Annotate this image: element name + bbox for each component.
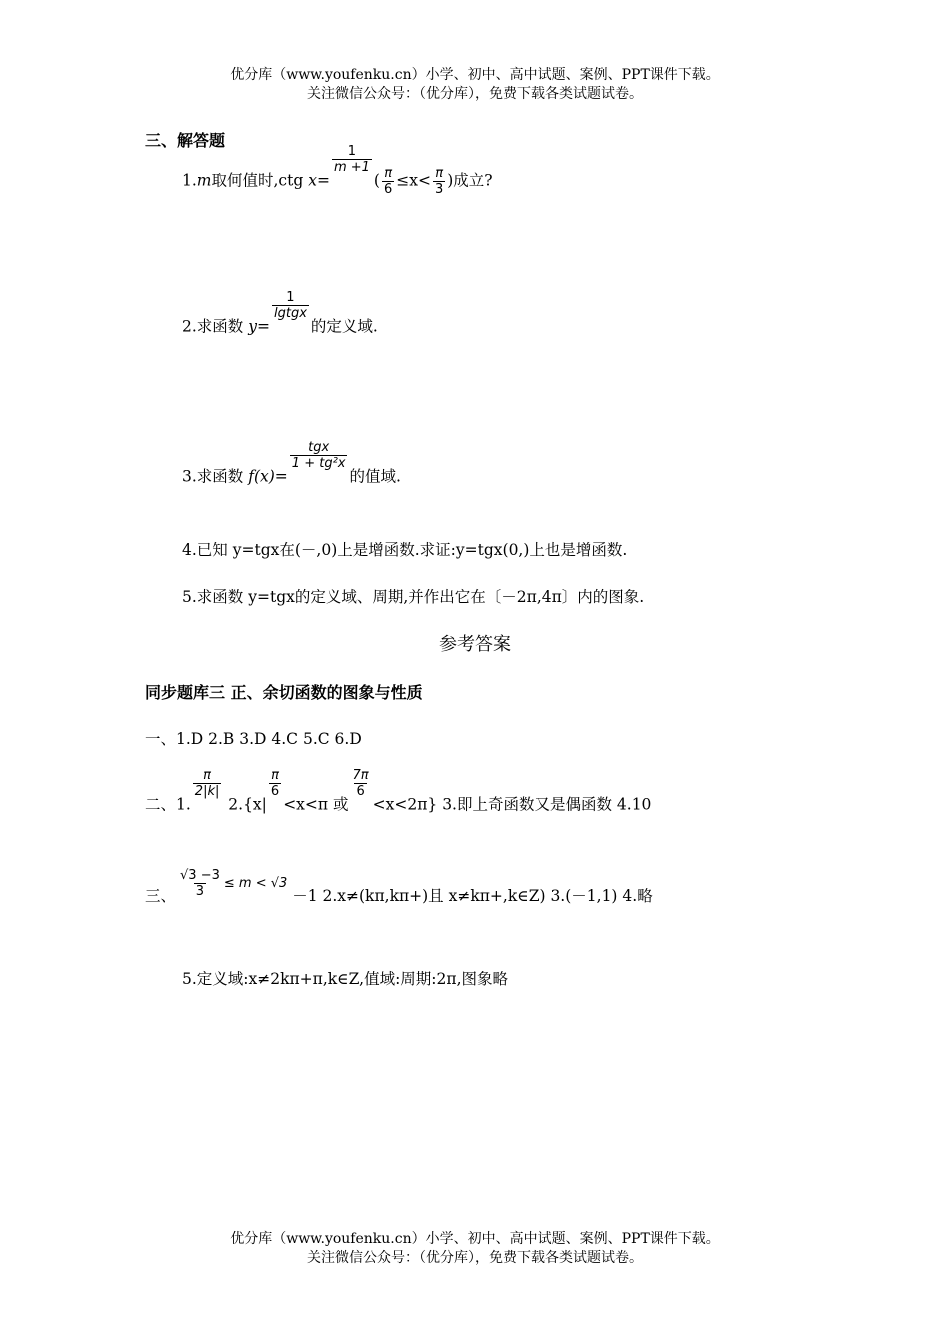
q3-suffix: 的值域. — [349, 467, 401, 486]
q1-text-b: )成立? — [447, 171, 493, 190]
ans3-ineq: ≤ m < √3 — [223, 876, 288, 891]
ans2-f2-num: π — [271, 768, 279, 783]
question-5: 5.求函数 y=tgx的定义域、周期,并作出它在〔－2π,4π〕内的图象. — [182, 588, 645, 606]
question-2 — [182, 290, 378, 343]
header-line-1: 优分库（www.youfenku.cn）小学、初中、高中试题、案例、PPT课件下载。 — [230, 67, 720, 83]
ans2-frac-2 — [269, 768, 281, 799]
ans2-prefix: 二、1. — [145, 795, 191, 814]
q1-pi3-num: π — [435, 166, 444, 181]
section-title-answer-questions: 三、解答题 — [145, 131, 226, 150]
ans2-mid-c: <x<2π} 3.即上奇函数又是偶函数 4.10 — [372, 795, 652, 814]
q1-pi-over-6 — [382, 166, 394, 197]
q1-text-a: 取何值时,ctg — [211, 171, 309, 190]
answers-title: 参考答案 — [439, 634, 511, 655]
q3-fx: f(x) — [248, 467, 275, 486]
header-line-2: 关注微信公众号：（优分库），免费下载各类试题试卷。 — [307, 86, 643, 102]
q1-pi3-den: 3 — [434, 182, 444, 197]
q3-frac-num: tgx — [308, 440, 330, 455]
question-1 — [182, 144, 493, 197]
question-4: 4.已知 y=tgx在(－,0)上是增函数.求证:y=tgx(0,)上也是增函数. — [182, 541, 628, 559]
q1-inequality: ≤x< — [396, 171, 431, 190]
ans3-frac-den: 3 — [195, 884, 205, 899]
answers-part-3 — [145, 868, 653, 921]
ans3-rest: －1 2.x≠(kπ,kπ+)且 x≠kπ+,k∈Z) 3.(－1,1) 4.略 — [287, 887, 653, 905]
ans2-mid-a: 2.{x| — [223, 795, 267, 814]
q2-suffix: 的定义域. — [310, 317, 378, 336]
ans3-frac-num: √3 −3 — [180, 868, 220, 883]
q3-fraction — [290, 440, 348, 471]
ans2-mid-b: <x<π 或 — [283, 795, 349, 814]
q2-frac-num: 1 — [286, 290, 295, 305]
answers-part-5: 5.定义域:x≠2kπ+π,k∈Z,值域:周期:2π,图象略 — [182, 970, 508, 988]
q1-frac-den: m +1 — [333, 160, 370, 175]
ans2-frac-1 — [193, 768, 222, 799]
q1-frac-num: 1 — [347, 144, 357, 159]
q1-var-x: x — [308, 171, 317, 190]
q1-equals: = — [316, 171, 330, 190]
q2-prefix: 2.求函数 — [182, 317, 249, 336]
q1-var-m: m — [196, 171, 212, 190]
q2-fraction — [272, 290, 309, 321]
question-3 — [182, 440, 401, 493]
q3-frac-den: 1 + tg²x — [291, 456, 346, 471]
page-footer — [0, 1230, 950, 1268]
q1-paren-open: ( — [373, 171, 380, 190]
q1-fraction — [332, 144, 372, 175]
footer-line-2: 关注微信公众号：（优分库），免费下载各类试题试卷。 — [307, 1250, 643, 1266]
q2-frac-den: lgtgx — [273, 306, 307, 321]
answers-part-1: 一、1.D 2.B 3.D 4.C 5.C 6.D — [145, 730, 362, 748]
ans2-f3-den: 6 — [356, 784, 365, 799]
q3-equals: = — [274, 467, 288, 486]
q1-pi-over-3 — [433, 166, 445, 197]
question-bank-title: 同步题库三 正、余切函数的图象与性质 — [145, 683, 423, 702]
ans2-f3-num: 7π — [352, 768, 369, 783]
ans2-f1-den: 2|k| — [194, 784, 220, 799]
ans3-inequality-block — [176, 868, 287, 899]
q1-pi6-num: π — [384, 166, 393, 181]
q2-var-y: y — [248, 317, 257, 336]
footer-line-1: 优分库（www.youfenku.cn）小学、初中、高中试题、案例、PPT课件下载。 — [230, 1231, 720, 1247]
ans3-fraction — [178, 868, 222, 899]
ans2-frac-3 — [351, 768, 371, 799]
ans2-f1-num: π — [203, 768, 211, 783]
q1-number: 1. — [182, 171, 197, 190]
page-header — [0, 66, 950, 104]
q3-prefix: 3.求函数 — [182, 467, 249, 486]
q2-equals: = — [256, 317, 270, 336]
ans2-f2-den: 6 — [270, 784, 280, 799]
q1-pi6-den: 6 — [383, 182, 393, 197]
ans3-prefix: 三、 — [145, 887, 177, 905]
